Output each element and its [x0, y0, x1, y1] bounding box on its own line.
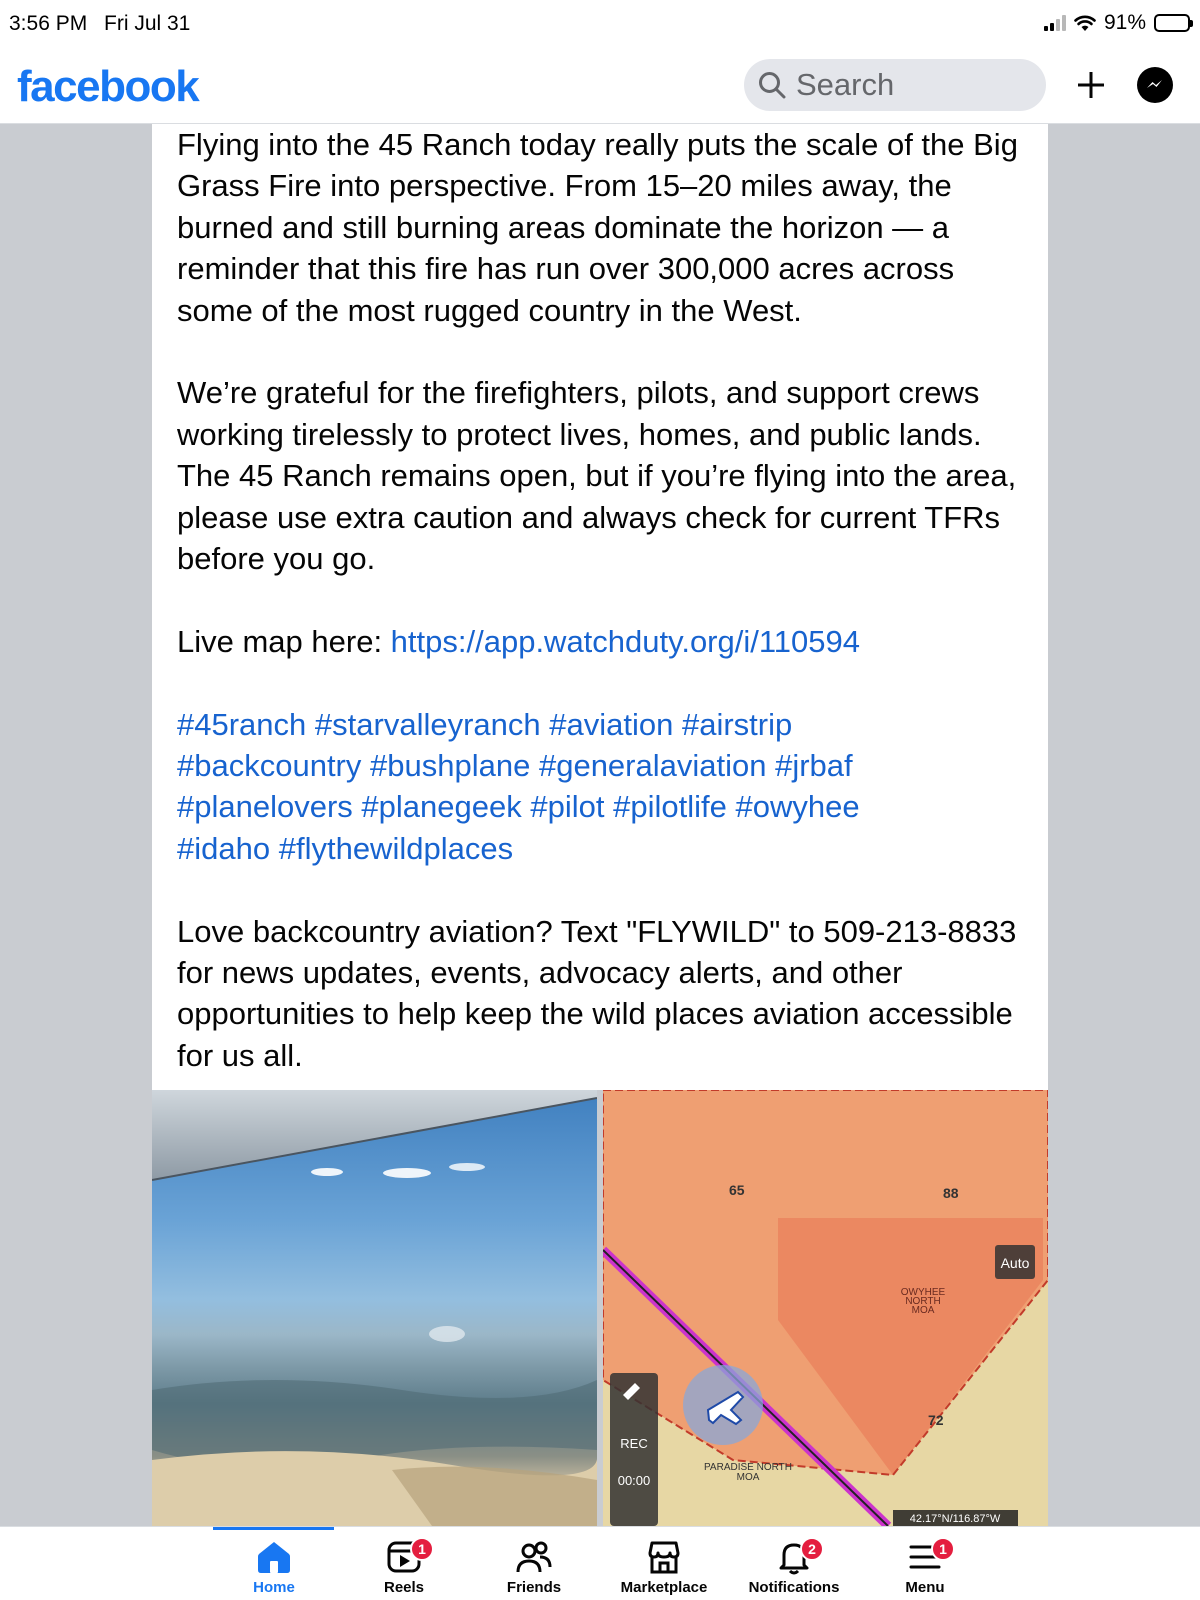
map-number-label: 88 — [943, 1185, 959, 1201]
marketplace-icon — [646, 1539, 682, 1575]
status-time: 3:56 PM — [9, 12, 88, 35]
plus-icon — [1076, 70, 1106, 100]
create-button[interactable] — [1074, 62, 1108, 108]
hashtag-link[interactable]: #45ranch — [177, 706, 307, 742]
map-coordinates: 42.17°N/116.87°W — [909, 1513, 1001, 1525]
post-paragraph: We’re grateful for the firefighters, pilots, and support crews working tirelessly to protect lives, homes, and public lands. The 45 Ranch remains open, but if you’re flying into the area, please use extra caution and always check for current TFRs before you go. — [177, 375, 1017, 577]
battery-percent: 91% — [1103, 11, 1146, 34]
status-date: Fri Jul 31 — [104, 12, 191, 35]
hashtag-link[interactable]: #planelovers — [177, 789, 353, 825]
hashtag-link[interactable]: #bushplane — [370, 748, 531, 784]
hashtag-link[interactable]: #aviation — [549, 706, 674, 742]
bell-icon — [776, 1539, 816, 1575]
hashtag-link[interactable]: #backcountry — [177, 748, 362, 784]
post-card — [152, 124, 1048, 1090]
search-icon — [758, 71, 786, 99]
hashtag-link[interactable]: #flythewildplaces — [278, 830, 514, 866]
nav-label: Reels — [383, 1579, 425, 1596]
hashtag-link[interactable]: #owyhee — [735, 789, 860, 825]
status-bar — [0, 0, 1200, 50]
map-auto-label: Auto — [1000, 1255, 1030, 1271]
hashtag-list — [177, 704, 1027, 870]
post-paragraph: Love backcountry aviation? Text "FLYWILD" to 509-213-8833 for news updates, events, advocacy alerts, and other opportunities to help keep the wild places aviation accessible for us all. — [177, 913, 1017, 1073]
hashtag-link[interactable]: #pilotlife — [613, 789, 727, 825]
app-header — [0, 50, 1200, 124]
friends-icon — [516, 1539, 552, 1575]
hashtag-link[interactable]: #generalaviation — [538, 748, 767, 784]
hashtag-link[interactable]: #idaho — [177, 830, 271, 866]
live-map-link[interactable]: https://app.watchduty.org/i/110594 — [390, 623, 861, 659]
menu-icon — [907, 1539, 947, 1575]
search-bar[interactable] — [744, 59, 1046, 111]
hashtag-link[interactable]: #airstrip — [681, 706, 793, 742]
map-moa-label: NORTH — [905, 1296, 941, 1307]
nav-marketplace[interactable] — [599, 1527, 729, 1600]
nav-notifications[interactable] — [729, 1527, 859, 1600]
bottom-navigation — [0, 1526, 1200, 1600]
nav-reels[interactable] — [339, 1527, 469, 1600]
messenger-button[interactable] — [1137, 67, 1173, 103]
hashtag-link[interactable]: #planegeek — [361, 789, 522, 825]
facebook-logo[interactable]: facebook — [17, 62, 199, 111]
map-number-label: 65 — [729, 1182, 745, 1198]
nav-menu[interactable] — [860, 1527, 990, 1600]
hashtag-link[interactable]: #starvalleyranch — [314, 706, 541, 742]
home-icon — [256, 1539, 292, 1575]
reels-icon — [386, 1539, 426, 1575]
map-moa-label: MOA — [911, 1305, 935, 1316]
nav-label: Home — [253, 1579, 295, 1596]
nav-label: Notifications — [748, 1579, 840, 1596]
map-timer-label: 00:00 — [617, 1473, 651, 1488]
map-moa-label: OWYHEE — [900, 1287, 946, 1298]
post-paragraph: Flying into the 45 Ranch today really puts the scale of the Big Grass Fire into perspective. From 15–20 miles away, the burned and still burning areas dominate the horizon — a reminder that this fire has run over 300,000 acres across some of the most rugged country in the West. — [177, 127, 1018, 328]
post-body — [177, 124, 1027, 1118]
cellular-signal-icon — [1044, 15, 1066, 31]
sectional-map-image — [603, 1090, 1048, 1526]
notification-badge: 2 — [800, 1537, 824, 1561]
map-rec-label: REC — [620, 1436, 648, 1451]
search-input[interactable] — [796, 67, 1016, 103]
hashtag-link[interactable]: #pilot — [530, 789, 605, 825]
notification-badge: 1 — [931, 1537, 955, 1561]
live-map-line — [177, 621, 1027, 662]
notification-badge: 1 — [410, 1537, 434, 1561]
nav-friends[interactable] — [469, 1527, 599, 1600]
live-map-label: Live map here: — [177, 623, 391, 659]
nav-label: Marketplace — [620, 1579, 708, 1596]
battery-icon — [1154, 14, 1190, 32]
messenger-icon — [1144, 74, 1166, 96]
nav-label: Menu — [905, 1579, 945, 1596]
map-moa-label: MOA — [736, 1472, 760, 1483]
status-indicators — [1044, 11, 1190, 35]
map-number-label: 72 — [928, 1412, 944, 1428]
hashtag-link[interactable]: #jrbaf — [775, 748, 853, 784]
map-moa-label: PARADISE NORTH — [704, 1462, 792, 1473]
nav-label: Friends — [506, 1579, 562, 1596]
wifi-icon — [1074, 14, 1096, 32]
aerial-fire-photo[interactable] — [152, 1090, 597, 1526]
aerial-landscape-image — [152, 1090, 597, 1526]
nav-home[interactable] — [209, 1527, 339, 1600]
aviation-map-photo[interactable] — [603, 1090, 1048, 1526]
